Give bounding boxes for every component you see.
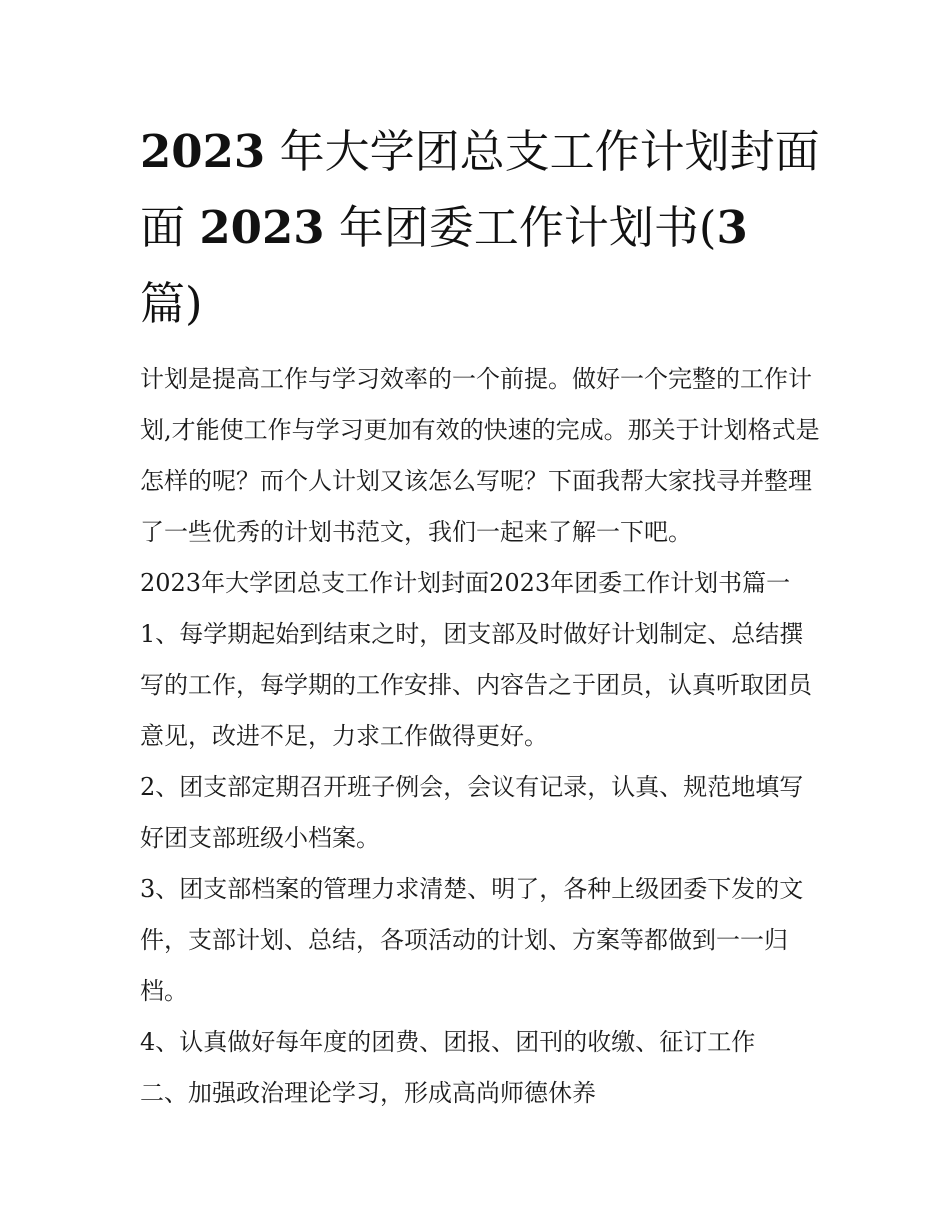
title-part-1: 年大学团总支工作计划封面 bbox=[279, 125, 820, 178]
title-lead: 面 bbox=[140, 201, 186, 254]
title-year-2: 2023 bbox=[199, 201, 325, 254]
title-count: 3 bbox=[716, 201, 748, 254]
document-title bbox=[140, 114, 830, 342]
title-part-2: 年团委工作计划书( bbox=[338, 201, 717, 254]
section-heading: 2023年大学团总支工作计划封面2023年团委工作计划书篇一 bbox=[140, 569, 791, 597]
item-3-paragraph: 3、团支部档案的管理力求清楚、明了，各种上级团委下发的文件，支部计划、总结，各项活动的计划、方案等都做到一一归档。 bbox=[140, 875, 804, 1005]
item-2-paragraph: 2、团支部定期召开班子例会，会议有记录，认真、规范地填写好团支部班级小档案。 bbox=[140, 773, 804, 852]
intro-paragraph: 计划是提高工作与学习效率的一个前提。做好一个完整的工作计划,才能使工作与学习更加有效的快速的完成。那关于计划格式是怎样的呢？而个人计划又该怎么写呢？下面我帮大家找寻并整理了一些优秀的计划书范文，我们一起来了解一下吧。 bbox=[140, 365, 820, 546]
item-1-paragraph: 1、每学期起始到结束之时，团支部及时做好计划制定、总结撰写的工作，每学期的工作安排、内容告之于团员，认真听取团员意见，改进不足，力求工作做得更好。 bbox=[140, 620, 812, 750]
title-year-1: 2023 bbox=[140, 125, 266, 178]
document-body bbox=[140, 354, 825, 1119]
section-two-heading: 二、加强政治理论学习，形成高尚师德休养 bbox=[140, 1079, 596, 1107]
title-part-3: 篇) bbox=[140, 277, 203, 330]
item-4-paragraph: 4、认真做好每年度的团费、团报、团刊的收缴、征订工作 bbox=[140, 1028, 756, 1056]
